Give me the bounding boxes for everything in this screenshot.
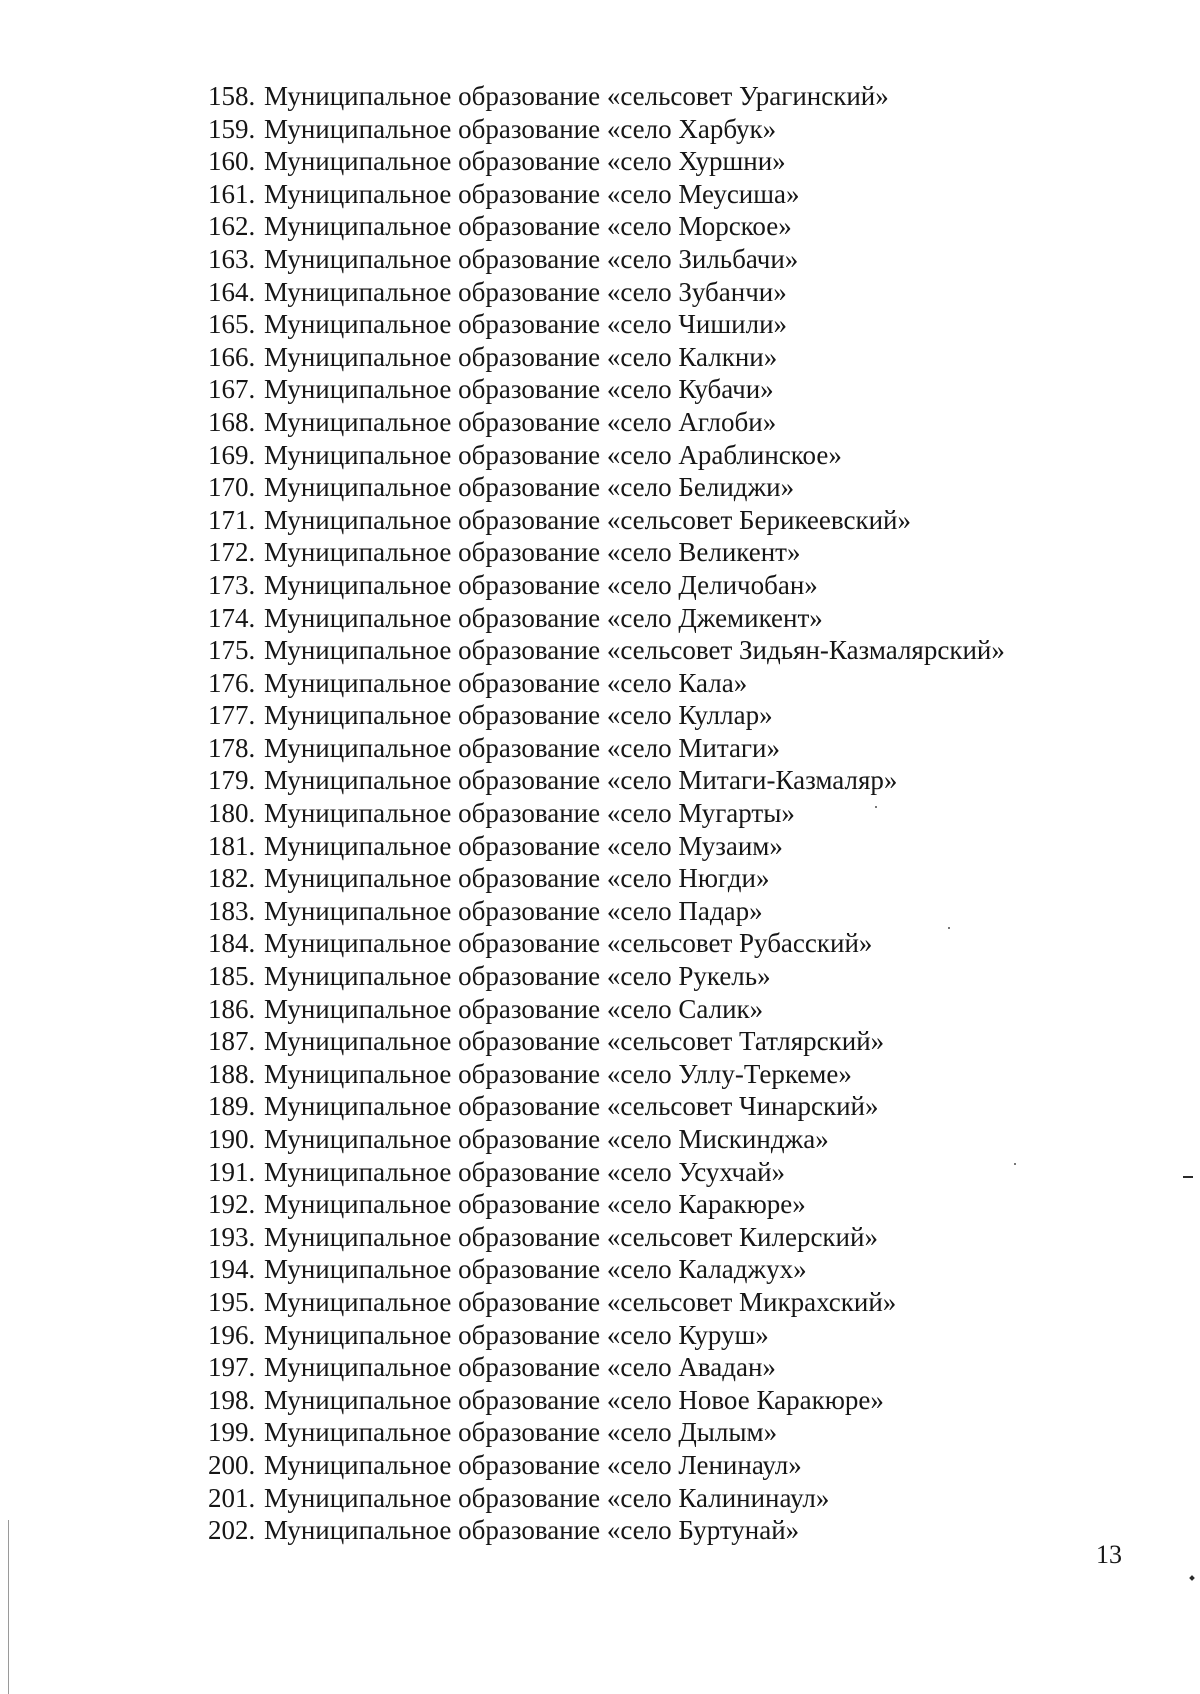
list-item [208, 895, 1005, 928]
list-item-number: 188. [208, 1058, 256, 1089]
list-item [208, 1221, 1005, 1254]
list-item-number: 193. [208, 1221, 256, 1252]
list-item [208, 210, 1005, 243]
list-item [208, 1384, 1005, 1417]
list-item-text: Муниципальное образование «село Меусиша» [264, 178, 800, 209]
list-item-text: Муниципальное образование «село Митаги» [264, 732, 780, 763]
list-item-text: Муниципальное образование «село Буртунай» [264, 1515, 800, 1546]
list-item-text: Муниципальное образование «село Мугарты» [264, 798, 795, 829]
list-item [208, 1351, 1005, 1384]
list-item-text: Муниципальное образование «сельсовет Урагинский» [264, 81, 889, 111]
list-item-number: 194. [208, 1254, 256, 1285]
list-item [208, 927, 1005, 960]
list-item-number: 165. [208, 309, 256, 340]
list-item-text: Муниципальное образование «село Куруш» [264, 1319, 769, 1350]
list-item [208, 569, 1005, 602]
list-item-number: 158. [208, 81, 256, 111]
list-item-number: 199. [208, 1417, 256, 1448]
list-item [208, 830, 1005, 863]
list-item-text: Муниципальное образование «село Дылым» [264, 1417, 778, 1448]
list-item-number: 192. [208, 1189, 256, 1220]
list-item [208, 178, 1005, 211]
list-item [208, 993, 1005, 1026]
list-item-text: Муниципальное образование «село Авадан» [264, 1352, 776, 1383]
scan-artifact-dot [1014, 1163, 1016, 1165]
list-item [208, 1025, 1005, 1058]
list-item-number: 177. [208, 700, 256, 731]
list-item [208, 764, 1005, 797]
list-item-text: Муниципальное образование «село Калининаул» [264, 1482, 830, 1513]
list-item-number: 201. [208, 1482, 256, 1513]
list-item-number: 168. [208, 406, 256, 437]
list-item [208, 406, 1005, 439]
list-item-number: 180. [208, 798, 256, 829]
list-item-number: 185. [208, 961, 256, 992]
list-item-text: Муниципальное образование «село Рукель» [264, 961, 771, 992]
list-item-number: 202. [208, 1515, 256, 1546]
list-item [208, 732, 1005, 765]
list-item-text: Муниципальное образование «село Каракюре» [264, 1189, 806, 1220]
list-item-text: Муниципальное образование «сельсовет Килерский» [264, 1221, 878, 1252]
list-item-number: 163. [208, 243, 256, 274]
list-item-number: 176. [208, 667, 256, 698]
list-item [208, 243, 1005, 276]
list-item-text: Муниципальное образование «сельсовет Чинарский» [264, 1091, 879, 1122]
list-item [208, 145, 1005, 178]
list-item [208, 1514, 1005, 1547]
list-item-number: 164. [208, 276, 256, 307]
list-item [208, 1319, 1005, 1352]
list-item-number: 171. [208, 504, 256, 535]
list-item-text: Муниципальное образование «сельсовет Берикеевский» [264, 504, 911, 535]
list-item-text: Муниципальное образование «село Нюгди» [264, 863, 770, 894]
list-item-number: 186. [208, 993, 256, 1024]
list-item-number: 166. [208, 341, 256, 372]
list-item-number: 169. [208, 439, 256, 470]
scan-artifact-dot [948, 927, 950, 929]
list-item [208, 1058, 1005, 1091]
list-item [208, 667, 1005, 700]
list-item [208, 960, 1005, 993]
list-item-number: 167. [208, 374, 256, 405]
list-item-text: Муниципальное образование «село Чишили» [264, 309, 788, 340]
scan-artifact-dot [875, 806, 877, 808]
list-item-text: Муниципальное образование «село Великент» [264, 537, 801, 568]
list-item [208, 862, 1005, 895]
list-item-text: Муниципальное образование «село Падар» [264, 895, 763, 926]
list-item-number: 170. [208, 472, 256, 503]
list-item [208, 797, 1005, 830]
list-item-text: Муниципальное образование «село Джемикент» [264, 602, 823, 633]
list-item-number: 198. [208, 1384, 256, 1415]
list-item-number: 184. [208, 928, 256, 959]
list-item [208, 504, 1005, 537]
list-item-text: Муниципальное образование «село Ленинаул» [264, 1449, 802, 1480]
list-item-text: Муниципальное образование «село Усухчай» [264, 1156, 786, 1187]
list-item-text: Муниципальное образование «село Митаги-Казмаляр» [264, 765, 898, 796]
list-item [208, 602, 1005, 635]
list-item [208, 341, 1005, 374]
list-item-text: Муниципальное образование «село Кала» [264, 667, 748, 698]
list-item-text: Муниципальное образование «село Калкни» [264, 341, 778, 372]
page-number: 13 [1096, 1540, 1122, 1569]
list-item-text: Муниципальное образование «село Аглоби» [264, 406, 777, 437]
scan-artifact-mark [1189, 1575, 1195, 1581]
list-item-number: 178. [208, 732, 256, 763]
list-item [208, 536, 1005, 569]
list-item-number: 195. [208, 1286, 256, 1317]
list-item [208, 699, 1005, 732]
list-item-number: 162. [208, 211, 256, 242]
list-item-text: Муниципальное образование «село Мискинджа» [264, 1124, 829, 1154]
list-item-number: 160. [208, 146, 256, 177]
list-item [208, 276, 1005, 309]
list-item-text: Муниципальное образование «село Новое Каракюре» [264, 1384, 884, 1415]
list-item [208, 1123, 1005, 1156]
list-item-text: Муниципальное образование «село Зубанчи» [264, 276, 787, 307]
list-item-number: 181. [208, 830, 256, 861]
list-item [208, 1416, 1005, 1449]
list-item-number: 159. [208, 113, 256, 144]
list-item-text: Муниципальное образование «село Салик» [264, 993, 764, 1024]
list-item-text: Муниципальное образование «село Белиджи» [264, 472, 795, 503]
list-item-number: 196. [208, 1319, 256, 1350]
list-item-text: Муниципальное образование «сельсовет Рубасский» [264, 928, 873, 959]
list-item [208, 80, 1005, 113]
list-item-text: Муниципальное образование «село Деличобан» [264, 569, 818, 600]
list-item-number: 175. [208, 635, 256, 666]
list-item [208, 113, 1005, 146]
list-item-text: Муниципальное образование «село Музаим» [264, 830, 783, 861]
list-item-text: Муниципальное образование «село Хуршни» [264, 146, 786, 177]
list-item [208, 439, 1005, 472]
list-item-text: Муниципальное образование «сельсовет Микрахский» [264, 1286, 897, 1317]
list-item-number: 179. [208, 765, 256, 796]
list-item [208, 1156, 1005, 1189]
municipality-list [208, 80, 1005, 1547]
list-item-number: 161. [208, 178, 256, 209]
list-item-text: Муниципальное образование «сельсовет Зидьян-Казмалярский» [264, 635, 1005, 666]
list-item [208, 1090, 1005, 1123]
scan-artifact-mark [1183, 1176, 1193, 1178]
list-item [208, 1253, 1005, 1286]
list-item [208, 1286, 1005, 1319]
list-item-text: Муниципальное образование «село Уллу-Теркеме» [264, 1058, 852, 1089]
list-item [208, 308, 1005, 341]
list-item [208, 1188, 1005, 1221]
list-item-text: Муниципальное образование «село Морское» [264, 211, 792, 242]
list-item-text: Муниципальное образование «сельсовет Татлярский» [264, 1026, 885, 1057]
list-item [208, 373, 1005, 406]
scan-artifact-line [8, 1520, 9, 1694]
list-item [208, 471, 1005, 504]
list-item-number: 191. [208, 1156, 256, 1187]
list-item-number: 173. [208, 569, 256, 600]
list-item-number: 183. [208, 895, 256, 926]
list-item-number: 172. [208, 537, 256, 568]
list-item [208, 1482, 1005, 1515]
list-item-number: 174. [208, 602, 256, 633]
list-item-number: 197. [208, 1352, 256, 1383]
list-item-number: 200. [208, 1449, 256, 1480]
list-item [208, 634, 1005, 667]
list-item-text: Муниципальное образование «село Харбук» [264, 113, 777, 144]
list-item-number: 190. [208, 1124, 256, 1154]
list-item [208, 1449, 1005, 1482]
list-item-text: Муниципальное образование «село Куллар» [264, 700, 773, 731]
list-item-number: 182. [208, 863, 256, 894]
list-item-text: Муниципальное образование «село Араблинское» [264, 439, 842, 470]
list-item-text: Муниципальное образование «село Зильбачи» [264, 243, 799, 274]
list-item-text: Муниципальное образование «село Каладжух» [264, 1254, 807, 1285]
list-item-number: 187. [208, 1026, 256, 1057]
list-item-number: 189. [208, 1091, 256, 1122]
list-item-text: Муниципальное образование «село Кубачи» [264, 374, 774, 405]
